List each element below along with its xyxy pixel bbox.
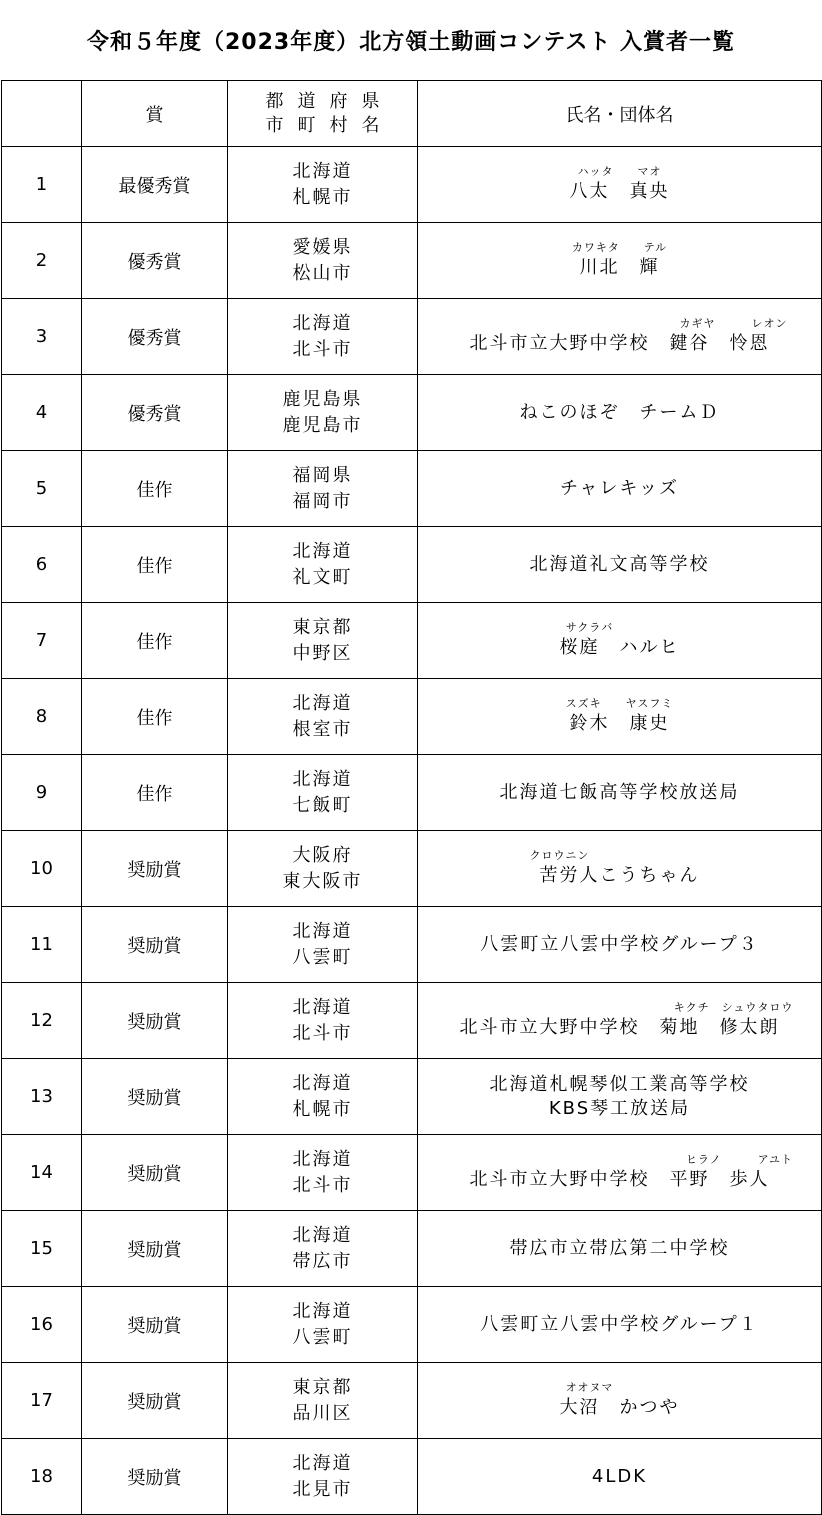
- row-number: 4: [2, 375, 82, 451]
- municipality: 松山市: [292, 262, 353, 284]
- row-number: 3: [2, 299, 82, 375]
- location-cell: [228, 983, 418, 1059]
- row-number: 18: [2, 1439, 82, 1515]
- location-cell: [228, 1439, 418, 1515]
- row-number: 9: [2, 755, 82, 831]
- header-prize: 賞: [82, 81, 228, 147]
- prize-cell: 奨励賞: [82, 907, 228, 983]
- table-row: [2, 1287, 822, 1363]
- name-reading: サクラバ: [565, 620, 674, 634]
- row-number: 7: [2, 603, 82, 679]
- prefecture: 大阪府: [292, 844, 353, 866]
- municipality: 札幌市: [292, 1098, 353, 1120]
- table-row: [2, 907, 822, 983]
- name-cell: [418, 451, 822, 527]
- table-row: [2, 755, 822, 831]
- name-cell: [418, 223, 822, 299]
- location-cell: [228, 1059, 418, 1135]
- table-row: [2, 527, 822, 603]
- row-number: 12: [2, 983, 82, 1059]
- header-location-line2: 市町村名: [265, 114, 394, 136]
- name-text: 八太 真央: [569, 180, 670, 202]
- municipality: 中野区: [292, 642, 353, 664]
- header-location: [228, 81, 418, 147]
- name-cell: [418, 375, 822, 451]
- name-text: 北斗市立大野中学校 菊地 修太朗: [459, 1016, 780, 1038]
- name-reading: カワキタ テル: [571, 240, 668, 254]
- table-row: [2, 375, 822, 451]
- location-cell: [228, 1287, 418, 1363]
- table-row: [2, 451, 822, 527]
- location-cell: [228, 907, 418, 983]
- name-reading: クロウニン: [529, 848, 710, 862]
- location-cell: [228, 1363, 418, 1439]
- prize-cell: 奨励賞: [82, 1059, 228, 1135]
- header-number: [2, 81, 82, 147]
- name-text: 帯広市立帯広第二中学校: [509, 1237, 730, 1259]
- prize-cell: 奨励賞: [82, 1211, 228, 1287]
- name-text: 北海道礼文高等学校: [529, 553, 710, 575]
- prize-cell: 最優秀賞: [82, 147, 228, 223]
- municipality: 東大阪市: [282, 870, 363, 892]
- name-text: 鈴木 康史: [569, 712, 670, 734]
- row-number: 16: [2, 1287, 82, 1363]
- prefecture: 愛媛県: [292, 236, 353, 258]
- prefecture: 福岡県: [292, 464, 353, 486]
- prize-cell: 奨励賞: [82, 1363, 228, 1439]
- row-number: 11: [2, 907, 82, 983]
- header-location-line1: 都道府県: [265, 90, 394, 112]
- name-reading: ヒラノ アユト: [445, 1152, 794, 1166]
- prefecture: 北海道: [292, 540, 353, 562]
- name-cell: [418, 1211, 822, 1287]
- location-cell: [228, 1211, 418, 1287]
- page-title: 令和５年度（2023年度）北方領土動画コンテスト 入賞者一覧: [86, 29, 735, 55]
- name-cell: [418, 299, 822, 375]
- location-cell: [228, 223, 418, 299]
- name-text: 八雲町立八雲中学校グループ３: [480, 933, 759, 955]
- table-header-row: [2, 81, 822, 147]
- name-text: 北海道札幌琴似工業高等学校: [489, 1073, 750, 1095]
- name-cell: [418, 679, 822, 755]
- location-cell: [228, 1135, 418, 1211]
- municipality: 北斗市: [292, 1174, 353, 1196]
- prefecture: 北海道: [292, 920, 353, 942]
- location-cell: [228, 451, 418, 527]
- table-row: [2, 299, 822, 375]
- prefecture: 北海道: [292, 768, 353, 790]
- prize-cell: 佳作: [82, 451, 228, 527]
- municipality: 福岡市: [292, 490, 353, 512]
- prefecture: 東京都: [292, 616, 353, 638]
- location-cell: [228, 831, 418, 907]
- table-row: [2, 603, 822, 679]
- name-cell: [418, 527, 822, 603]
- name-text-line2: KBS琴工放送局: [548, 1097, 691, 1119]
- name-cell: [418, 907, 822, 983]
- municipality: 鹿児島市: [282, 414, 363, 436]
- prefecture: 北海道: [292, 1148, 353, 1170]
- name-cell: [418, 1439, 822, 1515]
- name-text: 苦労人こうちゃん: [539, 864, 700, 886]
- table-row: [2, 223, 822, 299]
- name-text: 大沼 かつや: [559, 1396, 680, 1418]
- name-cell: [418, 983, 822, 1059]
- municipality: 北見市: [292, 1478, 353, 1500]
- name-text: ねこのほぞ チームＤ: [519, 401, 720, 423]
- row-number: 15: [2, 1211, 82, 1287]
- table-row: [2, 831, 822, 907]
- prize-cell: 優秀賞: [82, 375, 228, 451]
- row-number: 10: [2, 831, 82, 907]
- prize-cell: 佳作: [82, 527, 228, 603]
- table-row: [2, 1135, 822, 1211]
- name-text: 北斗市立大野中学校 平野 歩人: [469, 1168, 770, 1190]
- row-number: 17: [2, 1363, 82, 1439]
- municipality: 帯広市: [292, 1250, 353, 1272]
- location-cell: [228, 527, 418, 603]
- name-cell: [418, 1059, 822, 1135]
- name-reading: カギヤ レオン: [451, 316, 788, 330]
- name-cell: [418, 831, 822, 907]
- prize-cell: 佳作: [82, 755, 228, 831]
- prize-cell: 奨励賞: [82, 983, 228, 1059]
- location-cell: [228, 755, 418, 831]
- prize-cell: 佳作: [82, 679, 228, 755]
- name-cell: [418, 1135, 822, 1211]
- municipality: 根室市: [292, 718, 353, 740]
- name-cell: [418, 755, 822, 831]
- row-number: 6: [2, 527, 82, 603]
- prefecture: 北海道: [292, 1072, 353, 1094]
- prize-cell: 佳作: [82, 603, 228, 679]
- municipality: 八雲町: [292, 946, 353, 968]
- prize-cell: 奨励賞: [82, 1135, 228, 1211]
- table-row: [2, 679, 822, 755]
- location-cell: [228, 603, 418, 679]
- name-text: 4LDK: [591, 1465, 648, 1487]
- municipality: 札幌市: [292, 186, 353, 208]
- name-cell: [418, 1363, 822, 1439]
- prefecture: 鹿児島県: [282, 388, 363, 410]
- table-row: [2, 1059, 822, 1135]
- municipality: 礼文町: [292, 566, 353, 588]
- name-text: 北海道七飯高等学校放送局: [499, 781, 740, 803]
- row-number: 2: [2, 223, 82, 299]
- municipality: 八雲町: [292, 1326, 353, 1348]
- prize-cell: 優秀賞: [82, 299, 228, 375]
- prefecture: 北海道: [292, 1452, 353, 1474]
- prize-cell: 奨励賞: [82, 1287, 228, 1363]
- table-row: [2, 1211, 822, 1287]
- municipality: 七飯町: [292, 794, 353, 816]
- name-cell: [418, 603, 822, 679]
- table-row: [2, 983, 822, 1059]
- header-name: 氏名・団体名: [418, 81, 822, 147]
- table-row: [2, 1439, 822, 1515]
- name-text: 八雲町立八雲中学校グループ１: [480, 1313, 759, 1335]
- prefecture: 北海道: [292, 692, 353, 714]
- municipality: 品川区: [292, 1402, 353, 1424]
- row-number: 5: [2, 451, 82, 527]
- name-text: 北斗市立大野中学校 鍵谷 怜恩: [469, 332, 770, 354]
- awards-table: [1, 80, 822, 1515]
- name-text: チャレキッズ: [559, 477, 680, 499]
- name-reading: オオヌマ: [565, 1380, 674, 1394]
- name-cell: [418, 147, 822, 223]
- municipality: 北斗市: [292, 1022, 353, 1044]
- prefecture: 北海道: [292, 1300, 353, 1322]
- table-body: [2, 147, 822, 1515]
- row-number: 8: [2, 679, 82, 755]
- prize-cell: 奨励賞: [82, 831, 228, 907]
- table-row: [2, 147, 822, 223]
- prize-cell: 優秀賞: [82, 223, 228, 299]
- location-cell: [228, 147, 418, 223]
- prefecture: 北海道: [292, 996, 353, 1018]
- prefecture: 北海道: [292, 160, 353, 182]
- location-cell: [228, 375, 418, 451]
- location-cell: [228, 299, 418, 375]
- name-cell: [418, 1287, 822, 1363]
- name-text: 川北 輝: [579, 256, 660, 278]
- row-number: 14: [2, 1135, 82, 1211]
- row-number: 13: [2, 1059, 82, 1135]
- prize-cell: 奨励賞: [82, 1439, 228, 1515]
- name-text: 桜庭 ハルヒ: [559, 636, 680, 658]
- name-reading: キクチ シュウタロウ: [445, 1000, 794, 1014]
- prefecture: 北海道: [292, 1224, 353, 1246]
- municipality: 北斗市: [292, 338, 353, 360]
- name-reading: スズキ ヤスフミ: [565, 696, 674, 710]
- name-reading: ハッタ マオ: [577, 164, 662, 178]
- prefecture: 東京都: [292, 1376, 353, 1398]
- location-cell: [228, 679, 418, 755]
- row-number: 1: [2, 147, 82, 223]
- table-row: [2, 1363, 822, 1439]
- prefecture: 北海道: [292, 312, 353, 334]
